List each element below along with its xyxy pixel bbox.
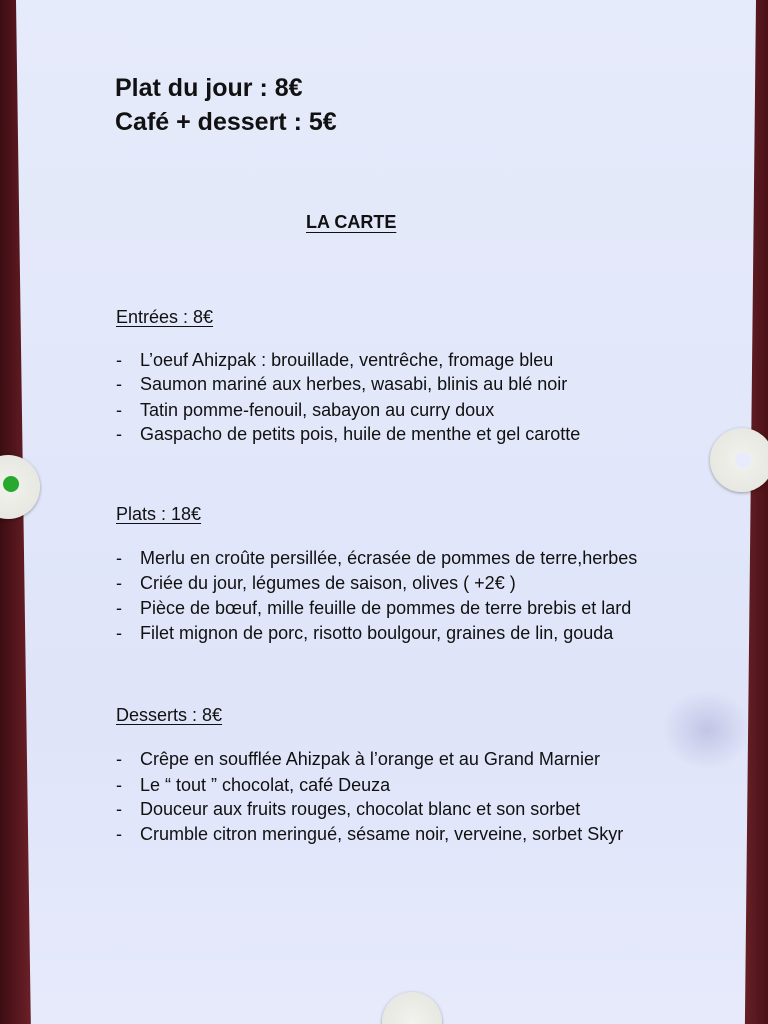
item-label: Gaspacho de petits pois, huile de menthe et gel carotte: [140, 424, 581, 444]
item-label: Crumble citron meringué, sésame noir, verveine, sorbet Skyr: [140, 824, 624, 844]
bullet-dash: -: [116, 548, 122, 568]
green-dot: [3, 476, 19, 492]
list-item: [116, 623, 613, 644]
bullet-dash: -: [116, 824, 122, 844]
bullet-dash: -: [116, 424, 122, 444]
list-item: [116, 424, 580, 445]
bullet-dash: -: [116, 775, 122, 795]
cafe-dessert-price: Café + dessert : 5€: [115, 108, 337, 136]
bullet-dash: -: [116, 400, 122, 420]
list-item: [116, 400, 494, 421]
list-item: [116, 350, 553, 371]
list-item: [116, 799, 580, 820]
list-item: [116, 749, 600, 770]
item-label: Criée du jour, légumes de saison, olives ( +2€ ): [140, 573, 516, 593]
list-item: [116, 824, 623, 845]
item-label: Merlu en croûte persillée, écrasée de pommes de terre,herbes: [140, 548, 638, 568]
section-title-plats: Plats : 18€: [116, 504, 202, 524]
item-label: Tatin pomme-fenouil, sabayon au curry doux: [140, 400, 495, 420]
item-label: Douceur aux fruits rouges, chocolat blanc et son sorbet: [140, 799, 581, 819]
item-label: Crêpe en soufflée Ahizpak à l’orange et au Grand Marnier: [140, 749, 600, 769]
bullet-dash: -: [116, 598, 122, 618]
list-item: [116, 775, 390, 796]
paper-smudge: [662, 690, 752, 770]
list-item: [116, 548, 637, 569]
bullet-dash: -: [116, 350, 122, 370]
bullet-dash: -: [116, 749, 122, 769]
item-label: Le “ tout ” chocolat, café Deuza: [140, 775, 391, 795]
item-label: Pièce de bœuf, mille feuille de pommes de terre brebis et lard: [140, 598, 632, 618]
bullet-dash: -: [116, 374, 122, 394]
list-item: [116, 374, 567, 395]
section-title-desserts: Desserts : 8€: [116, 705, 223, 725]
list-item: [116, 573, 516, 594]
plat-du-jour-price: Plat du jour : 8€: [115, 74, 303, 102]
item-label: Saumon mariné aux herbes, wasabi, blinis au blé noir: [140, 374, 568, 394]
bullet-dash: -: [116, 799, 122, 819]
list-item: [116, 598, 631, 619]
item-label: Filet mignon de porc, risotto boulgour, graines de lin, gouda: [140, 623, 614, 643]
bullet-dash: -: [116, 573, 122, 593]
carte-title: LA CARTE: [306, 212, 397, 232]
section-title-entrees: Entrées : 8€: [116, 307, 214, 327]
binder-ring-hole: [735, 452, 751, 468]
bullet-dash: -: [116, 623, 122, 643]
item-label: L’oeuf Ahizpak : brouillade, ventrêche, fromage bleu: [140, 350, 554, 370]
